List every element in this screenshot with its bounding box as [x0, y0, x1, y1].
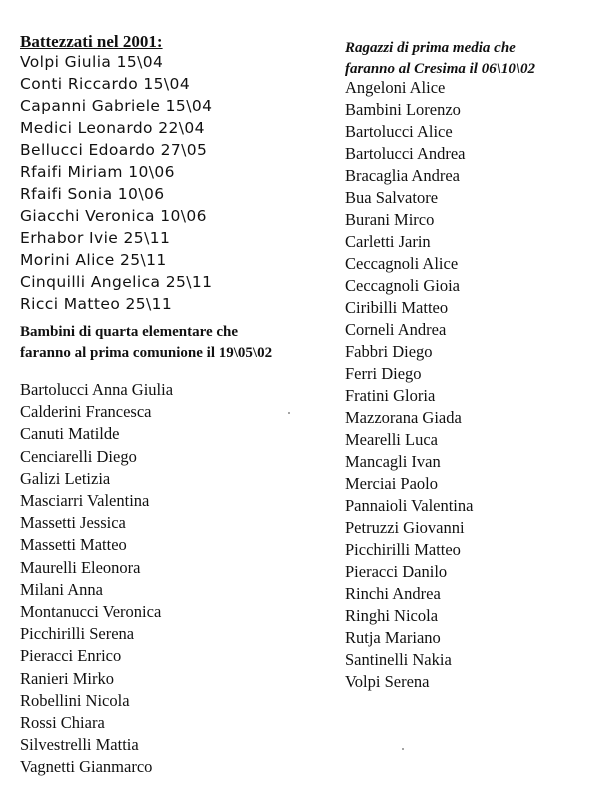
confirmation-title — [345, 38, 590, 80]
baptized-list — [20, 51, 212, 315]
list-item: Ranieri Mirko — [20, 668, 114, 688]
list-item: Corneli Andrea — [345, 320, 447, 339]
list-item: Bartolucci Andrea — [345, 144, 466, 163]
list-item: Morini Alice 25\11 — [20, 251, 167, 269]
list-item: Pannaioli Valentina — [345, 496, 474, 515]
list-item: Rinchi Andrea — [345, 584, 441, 603]
list-item: Capanni Gabriele 15\04 — [20, 97, 213, 115]
list-item: Milani Anna — [20, 579, 103, 599]
list-item: Volpi Giulia 15\04 — [20, 53, 164, 71]
list-item: Cenciarelli Diego — [20, 446, 137, 466]
list-item: Calderini Francesca — [20, 402, 152, 422]
list-item: Fratini Gloria — [345, 386, 436, 405]
list-item: Erhabor Ivie 25\11 — [20, 229, 171, 247]
list-item: Giacchi Veronica 10\06 — [20, 207, 207, 225]
list-item: Masciarri Valentina — [20, 491, 150, 511]
speck — [288, 412, 290, 414]
list-item: Ciribilli Matteo — [345, 298, 449, 317]
list-item: Vagnetti Gianmarco — [20, 757, 153, 777]
list-item: Pieracci Danilo — [345, 562, 448, 581]
list-item: Mazzorana Giada — [345, 408, 462, 427]
list-item: Mearelli Luca — [345, 430, 438, 449]
confirmation-title-line2: faranno al Cresima il 06\10\02 — [345, 61, 536, 77]
list-item: Picchirilli Matteo — [345, 540, 461, 559]
list-item: Canuti Matilde — [20, 424, 120, 444]
list-item: Conti Riccardo 15\04 — [20, 75, 191, 93]
list-item: Bua Salvatore — [345, 188, 439, 207]
list-item: Petruzzi Giovanni — [345, 518, 465, 537]
list-item: Rossi Chiara — [20, 713, 105, 733]
list-item: Ferri Diego — [345, 364, 422, 383]
list-item: Rutja Mariano — [345, 628, 441, 647]
list-item: Santinelli Nakia — [345, 650, 452, 669]
confirmation-list — [345, 77, 473, 693]
list-item: Cinquilli Angelica 25\11 — [20, 273, 213, 291]
list-item: Montanucci Veronica — [20, 602, 162, 622]
communion-title-line2: faranno al prima comunione il 19\05\02 — [20, 345, 273, 361]
list-item: Volpi Serena — [345, 672, 430, 691]
list-item: Picchirilli Serena — [20, 624, 135, 644]
list-item: Carletti Jarin — [345, 232, 431, 251]
list-item: Bartolucci Alice — [345, 122, 453, 141]
list-item: Silvestrelli Mattia — [20, 735, 139, 755]
list-item: Burani Mirco — [345, 210, 435, 229]
confirmation-title-line1: Ragazzi di prima media che — [345, 40, 516, 56]
list-item: Ceccagnoli Alice — [345, 254, 459, 273]
speck — [402, 748, 404, 750]
list-item: Galizi Letizia — [20, 468, 111, 488]
list-item: Mancagli Ivan — [345, 452, 441, 471]
list-item: Rfaifi Miriam 10\06 — [20, 163, 175, 181]
list-item: Medici Leonardo 22\04 — [20, 119, 205, 137]
list-item: Massetti Matteo — [20, 535, 127, 555]
list-item: Bambini Lorenzo — [345, 100, 461, 119]
list-item: Ricci Matteo 25\11 — [20, 295, 173, 313]
list-item: Robellini Nicola — [20, 690, 130, 710]
list-item: Ringhi Nicola — [345, 606, 439, 625]
list-item: Bartolucci Anna Giulia — [20, 380, 174, 399]
baptized-title: Battezzati nel 2001: — [20, 32, 163, 51]
list-item: Ceccagnoli Gioia — [345, 276, 461, 295]
list-item: Bellucci Edoardo 27\05 — [20, 141, 208, 159]
list-item: Rfaifi Sonia 10\06 — [20, 185, 165, 203]
communion-title — [20, 322, 330, 364]
communion-list — [20, 379, 173, 779]
list-item: Fabbri Diego — [345, 342, 433, 361]
list-item: Massetti Jessica — [20, 513, 126, 533]
list-item: Angeloni Alice — [345, 78, 446, 97]
list-item: Maurelli Eleonora — [20, 557, 141, 577]
list-item: Pieracci Enrico — [20, 646, 122, 666]
list-item: Merciai Paolo — [345, 474, 439, 493]
communion-title-line1: Bambini di quarta elementare che — [20, 324, 239, 340]
list-item: Bracaglia Andrea — [345, 166, 460, 185]
